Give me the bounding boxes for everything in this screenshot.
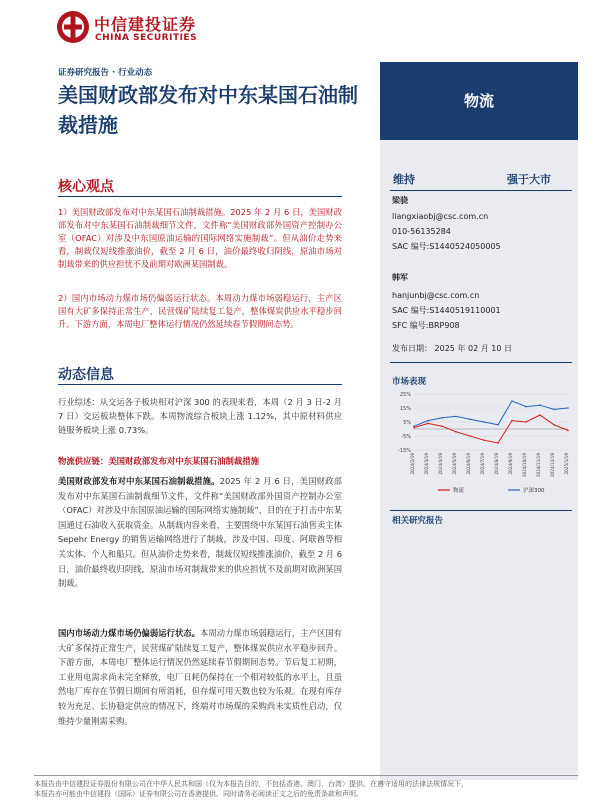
legend-label-1: 沪深300 [523, 488, 545, 494]
legend-label-0: 物流 [453, 488, 465, 494]
rating-label: 维持 [393, 173, 415, 186]
y-tick-label: 15% [399, 406, 411, 412]
date-divider [390, 362, 572, 363]
company-logo-icon [56, 10, 90, 44]
y-tick-label: 5% [403, 420, 411, 426]
dynamics-heading: 动态信息 [58, 367, 114, 383]
data-point [483, 439, 485, 441]
analyst1-name: 梁骁 [392, 196, 408, 205]
x-tick-label: 2025/1/19 [564, 453, 569, 475]
x-tick-label: 2024/2/19 [410, 453, 415, 475]
analyst2-email[interactable]: hanjunbj@csc.com.cn [392, 291, 480, 300]
rating-value: 强于大市 [507, 173, 551, 186]
data-point [567, 407, 569, 409]
publish-date: 发布日期： 2025 年 02 月 10 日 [392, 344, 512, 353]
data-point [413, 427, 415, 429]
analyst1-phone: 010-56135284 [392, 227, 451, 236]
x-tick-label: 2024/6/19 [466, 453, 471, 475]
x-tick-label: 2024/3/19 [424, 453, 429, 475]
logo-en-text: CHINA SECURITIES [95, 33, 198, 43]
data-point [469, 435, 471, 437]
x-tick-label: 2024/10/19 [522, 453, 527, 478]
data-point [553, 424, 555, 426]
report-title: 美国财政部发布对中东某国石油制裁措施 [58, 83, 358, 137]
data-point [567, 430, 569, 432]
rating-divider [390, 190, 572, 191]
core-divider [58, 196, 342, 197]
supply-chain-subheading: 物流供应链：美国财政部发布对中东某国石油制裁措施 [58, 456, 259, 466]
x-tick-label: 2024/8/19 [494, 453, 499, 475]
footer-divider [34, 775, 578, 776]
analyst2-license-sfc: SFC 编号:BRP908 [392, 321, 460, 330]
data-point [525, 406, 527, 408]
core-point-2: 2）国内市场动力煤市场仍偏弱运行状态。本周动力煤市场弱稳运行，主产区国有大矿多保持正常生产，民营煤矿陆续复工复产，整体煤炭供应水平稳步回升。下游方面，本周电厂整体运行情况仍然延续春节假期间态势。 [58, 293, 342, 329]
core-point-1: 1）美国财政部发布对中东某国石油制裁措施。2025 年 2 月 6 日，美国财政部发布对中东某国石油制裁细节文件，文件称“美国财政部外国资产控制办公室（OFAC）对涉及中东国原油运输的国际网络实施制裁”。但从油价走势来看，制裁仅短线推涨油价，截至 2 月 6 日，油价最终收归阴线，原油市场对制裁带来的供应担忧不及前期对欧洲某国制裁。 [58, 207, 342, 269]
y-tick-label: -5% [401, 434, 411, 440]
company-logo [56, 10, 216, 50]
x-tick-label: 2024/7/19 [480, 453, 485, 475]
sanction-paragraph-lead: 美国财政部发布对中东某国石油制裁措施。 [58, 476, 220, 486]
data-point [539, 414, 541, 416]
data-point [511, 400, 513, 402]
x-tick-label: 2024/11/19 [536, 453, 541, 478]
data-point [413, 425, 415, 427]
data-point [525, 421, 527, 423]
market-performance-chart [388, 388, 574, 500]
y-tick-label: -15% [398, 448, 411, 454]
data-point [427, 423, 429, 425]
y-tick-label: 25% [399, 392, 411, 398]
data-point [455, 416, 457, 418]
x-tick-label: 2024/12/19 [550, 453, 555, 478]
x-tick-label: 2024/5/19 [452, 453, 457, 475]
report-series: 证券研究报告 · 行业动态 [58, 68, 153, 78]
coal-paragraph-lead: 国内市场动力煤市场仍偏弱运行状态。 [58, 628, 201, 638]
data-point [511, 420, 513, 422]
related-reports-title: 相关研究报告 [392, 516, 444, 526]
data-point [441, 417, 443, 419]
footer-disclaimer [34, 779, 578, 799]
sanction-paragraph [58, 474, 342, 591]
data-point [469, 418, 471, 420]
footer-line-2: 本报告亦可能由中信建投（国际）证券有限公司在香港提供。同时请务必阅读正文之后的免责条款和声明。 [34, 790, 363, 798]
coal-paragraph-body: 本周动力煤市场弱稳运行，主产区国有大矿多保持正常生产，民营煤矿陆续复工复产，整体煤炭供应水平稳步回升。下游方面，本周电厂整体运行情况仍然延续春节假期间态势。节后复工初期，工业用电需求尚未完全释放，电厂日耗仍保持在一个相对较低的水平上，且虽然电厂库存在节假日期间有所消耗，但存煤可用天数也较为乐观。在现有库存较为充足、长协稳定供应的情况下，终端对市场煤的采购尚未实质性启动，仅维持少量刚需采购。 [58, 628, 342, 726]
analyst2-name: 韩军 [392, 273, 408, 282]
analyst2-license-sac: SAC 编号:S1440519110001 [392, 306, 501, 315]
data-point [483, 421, 485, 423]
sector-banner: 物流 [380, 62, 578, 140]
data-point [455, 431, 457, 433]
core-heading: 核心观点 [58, 179, 114, 195]
data-point [427, 420, 429, 422]
series-line-1 [414, 401, 568, 426]
dynamics-intro: 行业综述：从交运各子板块相对沪深 300 的表现来看，本周（2 月 3 日-2 月 7 日）交运板块整体下跌。本周物流综合板块上涨 1.12%，其中原材料供应链服务板块上涨 0.73%。 [58, 397, 342, 435]
dynamics-divider [58, 384, 342, 385]
x-tick-label: 2024/4/19 [438, 453, 443, 475]
data-point [441, 425, 443, 427]
coal-paragraph [58, 626, 342, 728]
x-tick-label: 2024/9/19 [508, 453, 513, 475]
analyst1-email[interactable]: liangxiaobj@csc.com.cn [392, 212, 489, 221]
logo-cn-text: 中信建投证券 [94, 15, 197, 34]
related-divider [390, 510, 572, 511]
data-point [539, 404, 541, 406]
data-point [497, 424, 499, 426]
footer-line-1: 本报告由中信建投证券股份有限公司在中华人民共和国（仅为本报告目的，不包括香港、澳门、台湾）提供。在遵守适用的法律法规情况下， [34, 780, 468, 788]
data-point [553, 409, 555, 411]
market-performance-title: 市场表现 [392, 377, 427, 387]
sanction-paragraph-body: 2025 年 2 月 6 日，美国财政部发布对中东某国石油制裁细节文件，文件称“美国财政部外国资产控制办公室（OFAC）对涉及中东国原油运输的国际网络实施制裁”，目的在于打击中东某国通过石油收入获取资金。从制裁内容来看，主要围绕中东某国石油售卖主体 Sepehr Energy 的销售运输网络进行了制裁，涉及中国、印度、阿联酋等相关实体、个人和船只。但从油价走势来看，制裁仅短线推涨油价，截至 2 月 6 日，油价最终收归阴线，原油市场对制裁带来的供应担忧不及前期对欧洲某国制裁。 [58, 476, 342, 589]
analyst1-license: SAC 编号:S1440524050005 [392, 242, 501, 251]
data-point [497, 442, 499, 444]
